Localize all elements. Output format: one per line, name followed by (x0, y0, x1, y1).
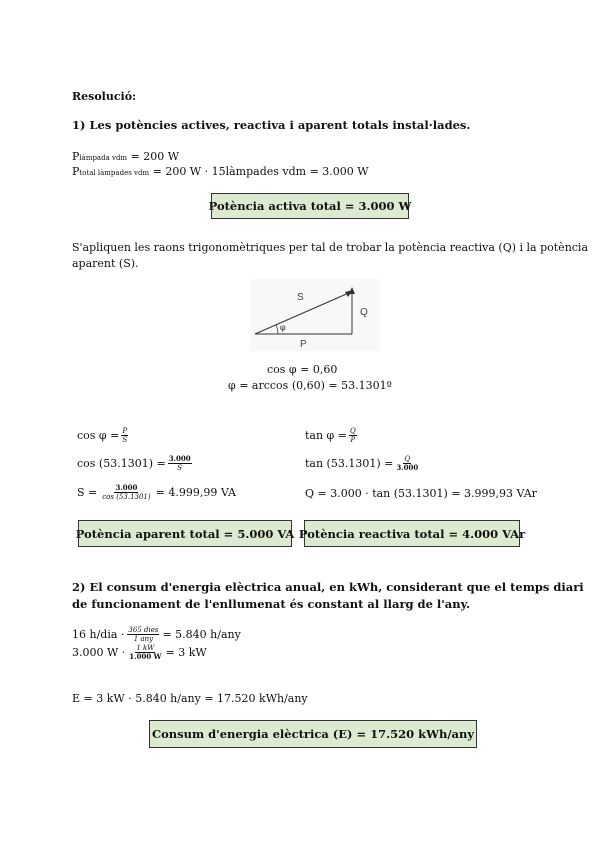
p-lamp-line: Plàmpada vdm = 200 W (72, 150, 180, 163)
energy-box: Consum d'energia elèctrica (E) = 17.520 kWh/any (149, 720, 477, 748)
cos-substitution: cos (53.1301) = $\frac{3.000}{S}$ (77, 453, 191, 472)
question-1: 1) Les potències actives, reactiva i aparent totals instal·lades. (72, 118, 471, 132)
tan-formula: tan φ = $\frac{Q}{P}$ (305, 426, 356, 444)
intro-line-1: S'apliquen les raons trigonomètriques per tal de trobar la potència reactiva (Q) i la potència (72, 241, 589, 254)
label-phi: φ (280, 323, 286, 332)
cos-value: cos φ = 0,60 (267, 363, 338, 376)
kw-calc: 3.000 W · $\frac{1 kW}{1.000 W}$ = 3 kW (72, 643, 207, 661)
label-q: Q (360, 307, 368, 318)
apparent-power-box: Potència aparent total = 5.000 VA (78, 520, 292, 547)
cos-formula: cos φ = $\frac{P}{S}$ (77, 426, 128, 444)
power-triangle-diagram (250, 279, 380, 351)
q-result: Q = 3.000 · tan (53.1301) = 3.999,93 VAr (305, 487, 537, 500)
question-2-line-1: 2) El consum d'energia elèctrica anual, en kWh, considerant que el temps diari (72, 580, 584, 594)
hours-calc: 16 h/dia · $\frac{\text{365 dies}}{\text{1 any}}$ = 5.840 h/any (72, 625, 241, 643)
phi-value: φ = arccos (0,60) = 53.1301º (228, 379, 392, 392)
label-p: P (300, 339, 307, 350)
p-total-line: Ptotal làmpades vdm = 200 W · 15làmpades vdm = 3.000 W (72, 165, 369, 178)
tan-substitution: tan (53.1301) = $\frac{Q}{3.000}$ (305, 454, 419, 472)
reactive-power-box: Potència reactiva total = 4.000 VAr (304, 520, 520, 547)
label-s: S (297, 292, 304, 303)
heading: Resolució: (72, 90, 137, 103)
question-2-line-2: de funcionament de l'enllumenat és constant al llarg de l'any. (72, 597, 470, 611)
energy-calc: E = 3 kW · 5.840 h/any = 17.520 kWh/any (72, 692, 308, 705)
active-power-box: Potència activa total = 3.000 W (211, 193, 409, 219)
intro-line-2: aparent (S). (72, 257, 139, 270)
s-result: S = $\frac{3.000}{\cos (53.1301)}$ = 4.999,99 VA (77, 482, 236, 501)
